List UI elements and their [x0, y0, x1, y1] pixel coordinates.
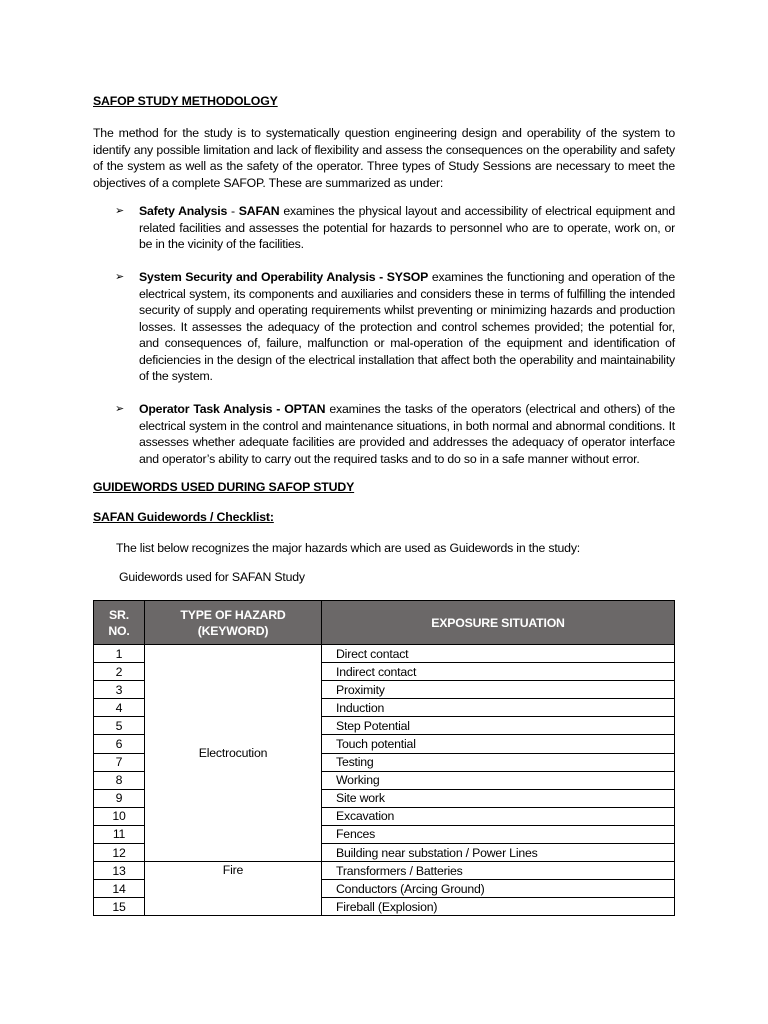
exposure-cell: Step Potential: [322, 717, 675, 735]
list-intro-text: The list below recognizes the major hazards which are used as Guidewords in the study:: [116, 541, 580, 555]
bullet-acronym: SAFAN: [238, 204, 280, 218]
bullet-acronym: SYSOP: [386, 270, 429, 284]
bullet-lead: System Security and Operability Analysis: [139, 270, 376, 284]
header-type-of-hazard: TYPE OF HAZARD (KEYWORD): [145, 601, 322, 645]
sr-cell: 4: [94, 699, 145, 717]
table-caption: Guidewords used for SAFAN Study: [119, 570, 305, 584]
bullet-text: examines the physical layout and accessibility of electrical equipment and related facilities and assesses the potential for hazards to personnel who are to operate, work on, or be in the vicinity of the facilities.: [139, 204, 676, 251]
exposure-cell: Building near substation / Power Lines: [322, 844, 675, 862]
sr-cell: 7: [94, 753, 145, 771]
sr-cell: 6: [94, 735, 145, 753]
intro-paragraph: The method for the study is to systematically question engineering design and operability of the system to identify any possible limitation and lack of flexibility and assess the consequences on the operability and safety of the system as well as the safety of the operator. Three types of Study Sessions are necessary to meet the objectives of a complete SAFOP. These are summarized as under:: [93, 126, 675, 190]
sr-cell: 13: [94, 862, 145, 880]
table-header-row: [94, 601, 675, 645]
exposure-cell: Transformers / Batteries: [322, 862, 675, 880]
table-row: [94, 862, 675, 880]
sr-cell: 9: [94, 789, 145, 807]
table-row: [94, 645, 675, 663]
bullet-lead: Safety Analysis: [139, 204, 228, 218]
sr-cell: 3: [94, 681, 145, 699]
exposure-cell: Fireball (Explosion): [322, 898, 675, 916]
exposure-cell: Conductors (Arcing Ground): [322, 880, 675, 898]
bullet-acronym: OPTAN: [284, 402, 326, 416]
bullet-separator: -: [272, 402, 285, 416]
exposure-cell: Indirect contact: [322, 663, 675, 681]
sr-cell: 11: [94, 825, 145, 843]
bullet-lead: Operator Task Analysis: [139, 402, 273, 416]
section-heading-safan-checklist: SAFAN Guidewords / Checklist:: [93, 510, 274, 524]
sr-cell: 15: [94, 898, 145, 916]
bullet-optan: [115, 401, 675, 467]
arrow-bullet-icon: ➢: [115, 403, 125, 415]
section-heading-guidewords: GUIDEWORDS USED DURING SAFOP STUDY: [93, 480, 355, 494]
bullet-separator: -: [375, 270, 387, 284]
exposure-cell: Site work: [322, 789, 675, 807]
exposure-cell: Proximity: [322, 681, 675, 699]
exposure-cell: Induction: [322, 699, 675, 717]
hazard-cell-electrocution: Electrocution: [145, 645, 322, 862]
sr-cell: 2: [94, 663, 145, 681]
bullet-separator: -: [227, 204, 239, 218]
exposure-cell: Testing: [322, 753, 675, 771]
header-exposure-situation: EXPOSURE SITUATION: [322, 601, 675, 645]
section-heading-methodology: SAFOP STUDY METHODOLOGY: [93, 94, 278, 108]
header-sr-no: SR. NO.: [94, 601, 145, 645]
bullet-safan: [115, 203, 675, 253]
bullet-text: examines the functioning and operation of the electrical system, its components and auxiliaries and considers these in terms of fulfilling the intended security of supply and operating requirements whilst preventing or minimizing hazards and production losses. It assesses the adequacy of the protection and control schemes provided; the potential for, and consequences of, failure, malfunction or mal-operation of the equipment and identification of deficiencies in the design of the electrical installation that affect both the operability and maintainability of the system.: [139, 270, 676, 383]
exposure-cell: Touch potential: [322, 735, 675, 753]
sr-cell: 12: [94, 844, 145, 862]
bullet-sysop: [115, 269, 675, 385]
sr-cell: 8: [94, 771, 145, 789]
bullet-text: examines the tasks of the operators (electrical and others) of the electrical system in the control and maintenance situations, in both normal and abnormal conditions. It assesses whether adequate facilities are provided and addresses the adequacy of operator interface and operator’s ability to carry out the required tasks and to do so in a safe manner without error.: [139, 402, 676, 466]
exposure-cell: Excavation: [322, 807, 675, 825]
sr-cell: 1: [94, 645, 145, 663]
exposure-cell: Working: [322, 771, 675, 789]
safan-guidewords-table: [93, 600, 675, 916]
arrow-bullet-icon: ➢: [115, 271, 125, 283]
exposure-cell: Fences: [322, 825, 675, 843]
sr-cell: 14: [94, 880, 145, 898]
hazard-cell-fire: Fire: [145, 862, 322, 916]
sr-cell: 5: [94, 717, 145, 735]
exposure-cell: Direct contact: [322, 645, 675, 663]
sr-cell: 10: [94, 807, 145, 825]
arrow-bullet-icon: ➢: [115, 205, 125, 217]
